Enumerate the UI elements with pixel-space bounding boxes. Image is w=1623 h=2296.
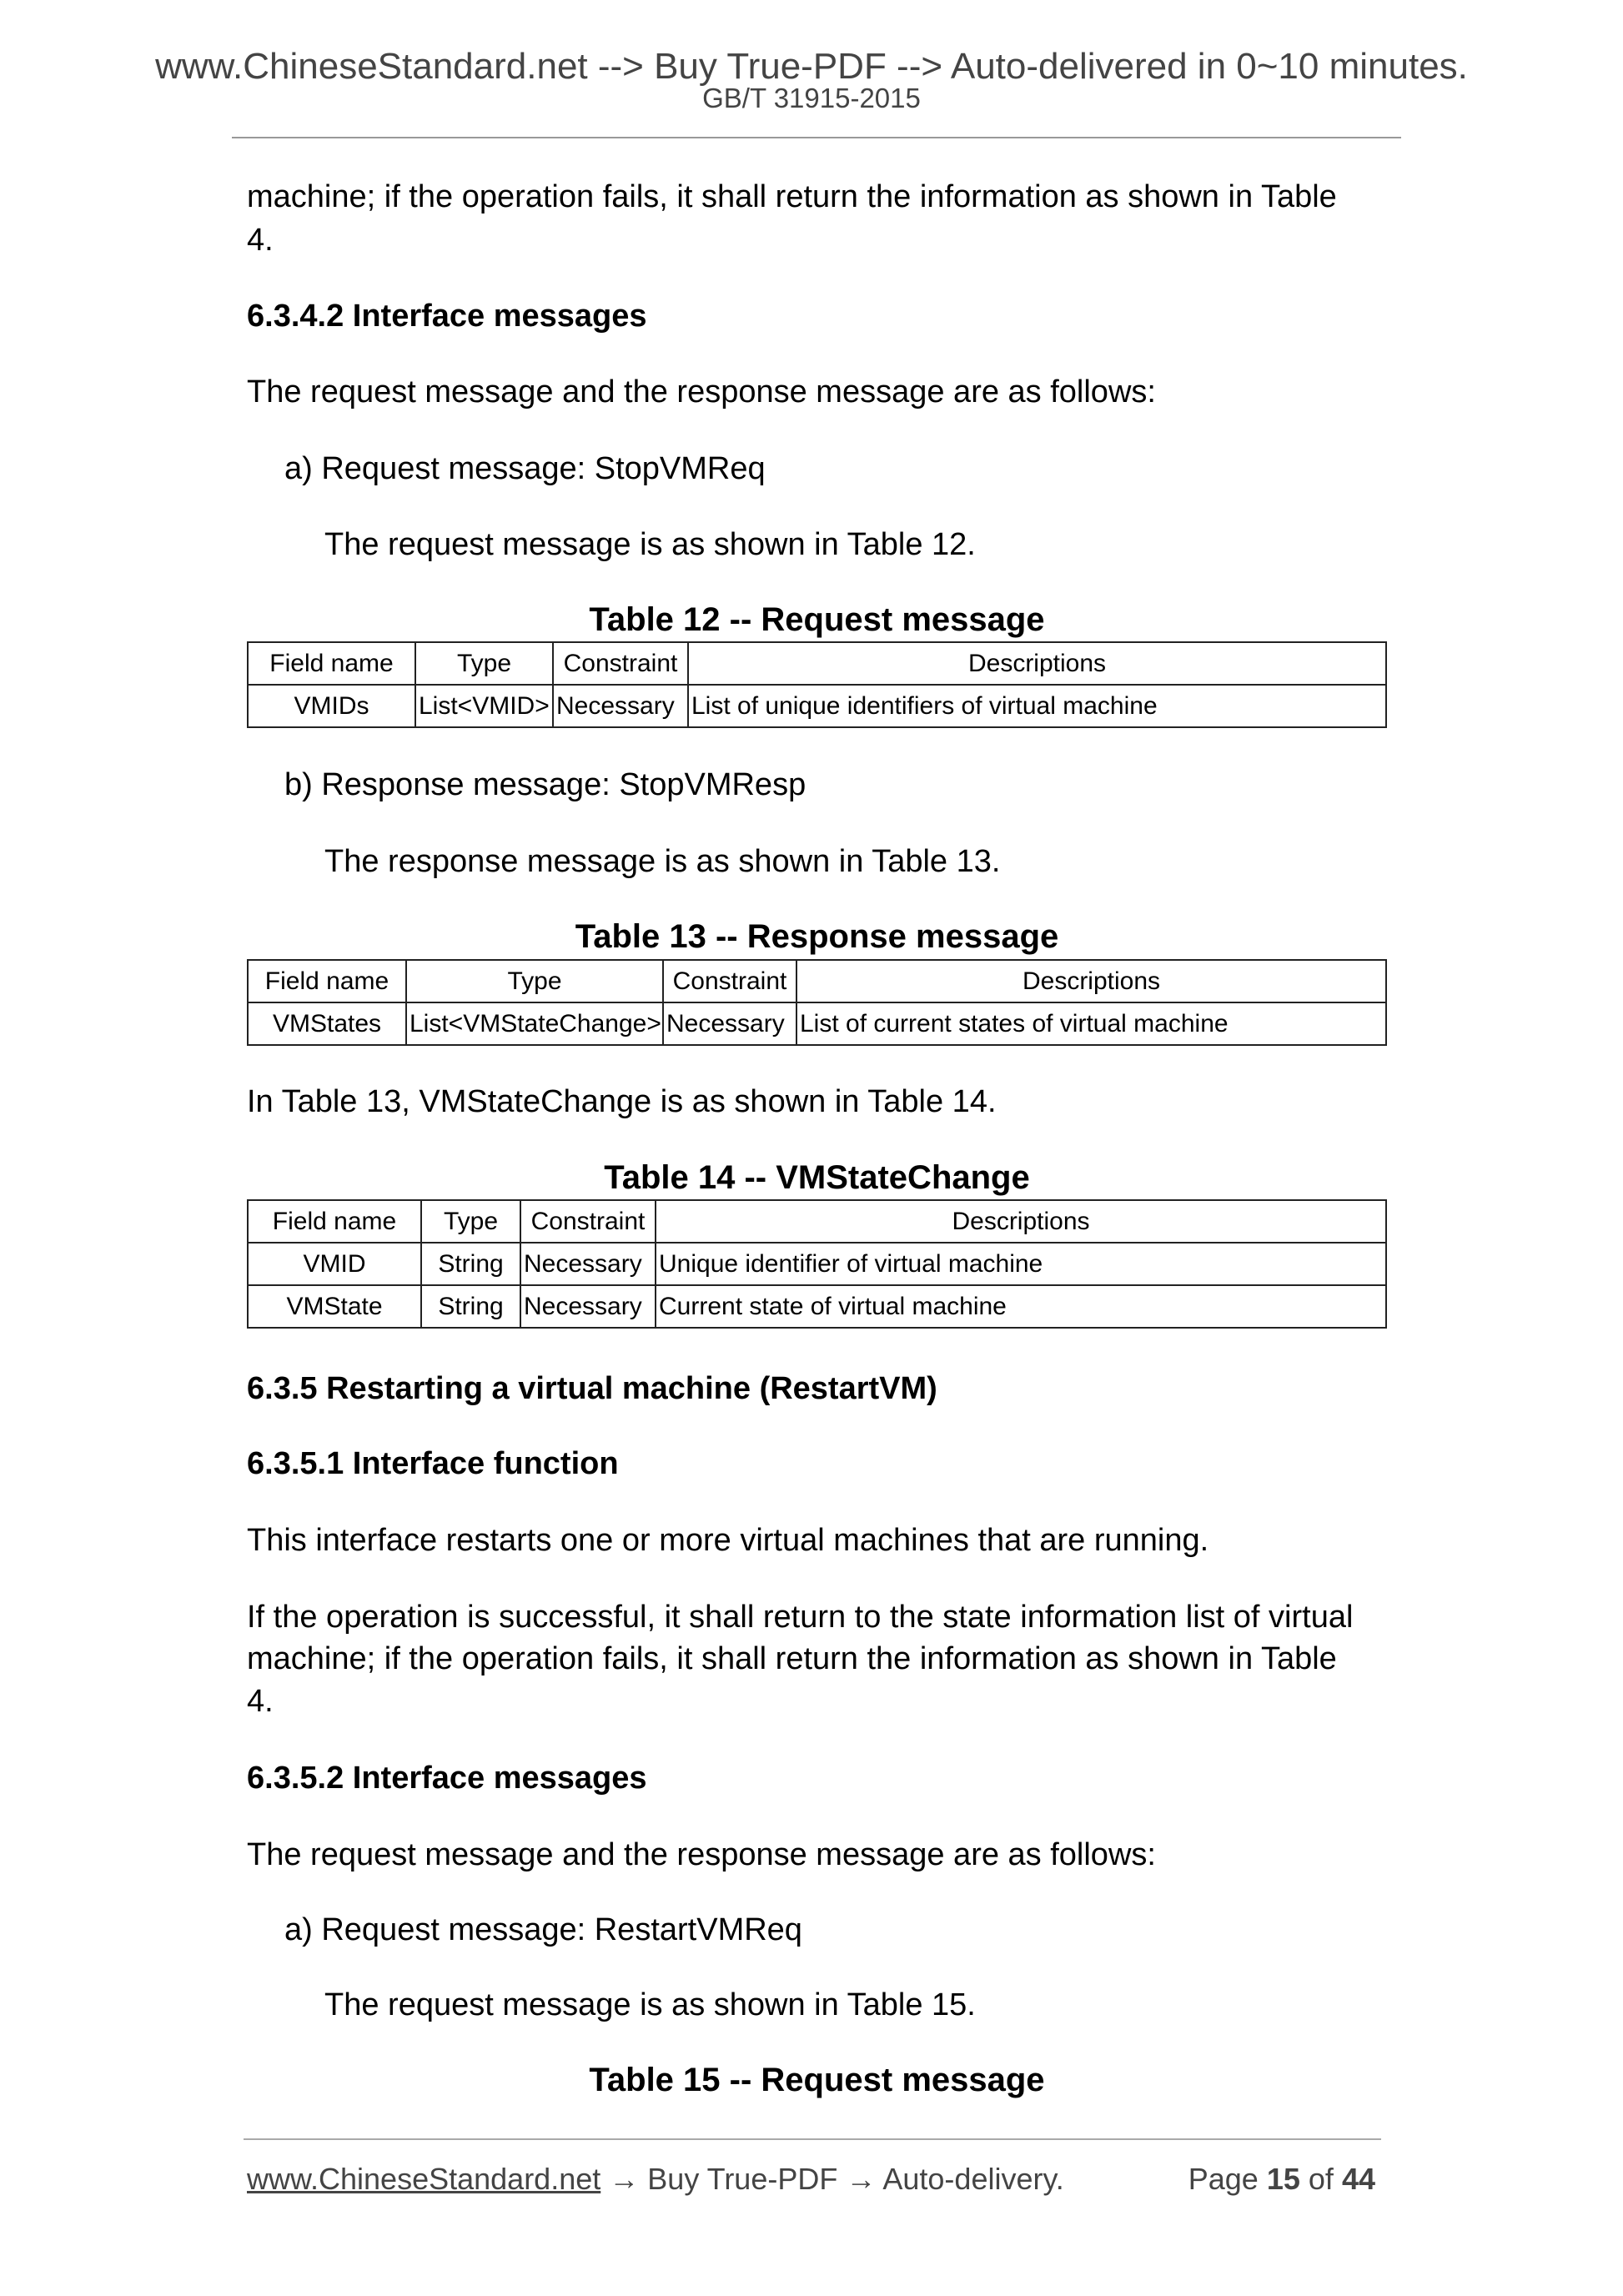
arrow-icon: →: [846, 2162, 877, 2196]
paragraph: This interface restarts one or more virtual machines that are running.: [247, 1523, 1209, 1558]
table-title: Table 15 -- Request message: [589, 2062, 1045, 2098]
cell: Unique identifier of virtual machine: [656, 1243, 1386, 1285]
cell: Necessary: [520, 1285, 656, 1328]
paragraph: If the operation is successful, it shall return to the state information list of virtual: [247, 1600, 1354, 1635]
section-heading: 6.3.4.2 Interface messages: [247, 299, 647, 334]
list-item: b) Response message: StopVMResp: [284, 767, 806, 802]
cell: List<VMID>: [415, 685, 553, 727]
current-page: 15: [1266, 2162, 1300, 2196]
header-cell: Field name: [248, 642, 415, 685]
page-number: [1188, 2160, 1375, 2198]
header-cell: Type: [415, 642, 553, 685]
table-row: [248, 1285, 1386, 1328]
header-cell: Constraint: [520, 1200, 656, 1243]
arrow-icon: →: [609, 2162, 640, 2196]
page-label: Page: [1188, 2162, 1259, 2196]
cell: List<VMStateChange>: [406, 1002, 663, 1045]
header-banner: www.ChineseStandard.net --> Buy True-PDF --> Auto-delivered in 0~10 minutes.: [155, 46, 1468, 87]
total-pages: 44: [1341, 2162, 1375, 2196]
cell: VMID: [248, 1243, 421, 1285]
cell: Necessary: [663, 1002, 796, 1045]
cell: List of current states of virtual machine: [796, 1002, 1386, 1045]
header-cell: Type: [406, 960, 663, 1002]
table-13: [247, 959, 1387, 1046]
header-cell: Field name: [248, 1200, 421, 1243]
header-cell: Field name: [248, 960, 406, 1002]
footer-link[interactable]: www.ChineseStandard.net: [247, 2162, 601, 2196]
header-cell: Constraint: [553, 642, 688, 685]
table-row: [248, 685, 1386, 727]
table-title: Table 13 -- Response message: [575, 918, 1059, 955]
cell: Necessary: [520, 1243, 656, 1285]
cell: VMStates: [248, 1002, 406, 1045]
header-cell: Descriptions: [796, 960, 1386, 1002]
header-cell: Constraint: [663, 960, 796, 1002]
section-heading: 6.3.5.1 Interface function: [247, 1446, 619, 1481]
section-heading: 6.3.5.2 Interface messages: [247, 1761, 647, 1796]
list-item: a) Request message: RestartVMReq: [284, 1912, 802, 1947]
header-rule: [232, 137, 1401, 138]
header-cell: Type: [421, 1200, 520, 1243]
footer-left: [247, 2160, 1064, 2198]
paragraph: The request message is as shown in Table 15.: [324, 1987, 976, 2022]
footer-rule: [244, 2138, 1381, 2140]
paragraph: The response message is as shown in Table 13.: [324, 844, 1001, 879]
paragraph: machine; if the operation fails, it shall return the information as shown in Table: [247, 179, 1337, 214]
paragraph: The request message and the response message are as follows:: [247, 1837, 1156, 1872]
of-label: of: [1308, 2162, 1334, 2196]
header-cell: Descriptions: [688, 642, 1386, 685]
cell: Current state of virtual machine: [656, 1285, 1386, 1328]
paragraph: 4.: [247, 1684, 274, 1719]
table-12: [247, 641, 1387, 728]
footer-text: Auto-delivery.: [882, 2162, 1064, 2196]
header-cell: Descriptions: [656, 1200, 1386, 1243]
table-header-row: [248, 1200, 1386, 1243]
cell: String: [421, 1243, 520, 1285]
table-row: [248, 1243, 1386, 1285]
cell: VMIDs: [248, 685, 415, 727]
cell: List of unique identifiers of virtual machine: [688, 685, 1386, 727]
paragraph: In Table 13, VMStateChange is as shown in Table 14.: [247, 1084, 997, 1119]
section-heading: 6.3.5 Restarting a virtual machine (RestartVM): [247, 1371, 937, 1406]
standard-number: GB/T 31915-2015: [702, 83, 921, 113]
table-header-row: [248, 960, 1386, 1002]
list-item: a) Request message: StopVMReq: [284, 451, 766, 486]
table-title: Table 12 -- Request message: [589, 601, 1045, 638]
paragraph: machine; if the operation fails, it shall return the information as shown in Table: [247, 1641, 1337, 1676]
paragraph: The request message is as shown in Table 12.: [324, 527, 976, 562]
paragraph: The request message and the response message are as follows:: [247, 374, 1156, 409]
cell: Necessary: [553, 685, 688, 727]
cell: String: [421, 1285, 520, 1328]
paragraph: 4.: [247, 223, 274, 258]
table-14: [247, 1199, 1387, 1329]
table-header-row: [248, 642, 1386, 685]
table-title: Table 14 -- VMStateChange: [604, 1159, 1030, 1196]
cell: VMState: [248, 1285, 421, 1328]
table-row: [248, 1002, 1386, 1045]
footer-text: Buy True-PDF: [647, 2162, 838, 2196]
